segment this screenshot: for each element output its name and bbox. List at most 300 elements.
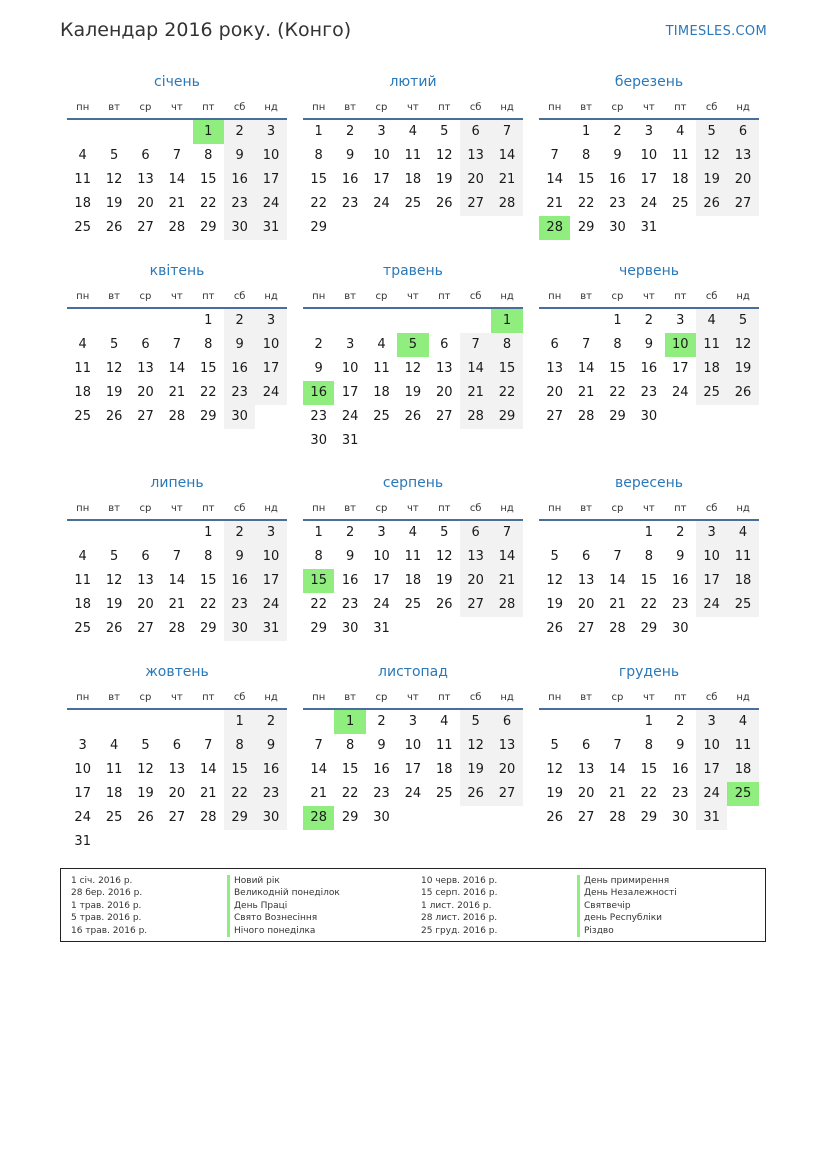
day-cell: 8 [491,333,522,357]
legend-holiday-name: Свято Вознесіння [227,912,340,924]
weekday-label: сб [233,502,246,514]
day-cell: 2 [644,313,653,328]
weekday-label: сб [705,502,718,514]
empty-cell [130,710,161,734]
weekday-header [67,285,287,309]
day-cell: 3 [644,124,653,139]
day-cell: 8 [314,549,323,564]
day-cell: 3 [255,120,286,144]
day-cell: 11 [727,545,758,569]
day-cell: 9 [224,545,255,569]
day-grid [539,309,759,429]
weekday-label: чт [171,691,183,703]
weekday-label: сб [233,290,246,302]
day-cell: 6 [141,337,150,352]
day-cell: 14 [577,361,595,376]
legend-date: 25 груд. 2016 р. [421,925,498,936]
day-cell: 18 [671,172,689,187]
weekday-header [539,285,759,309]
weekday-label: нд [736,101,750,113]
holiday-day: 10 [665,333,696,357]
day-cell: 26 [105,621,123,636]
day-cell: 26 [546,621,563,636]
day-cell: 1 [314,124,323,139]
legend-date: 28 лист. 2016 р. [421,913,498,924]
day-grid [67,309,287,429]
weekday-label: пн [76,101,90,113]
weekday-header [67,497,287,521]
day-cell: 22 [609,385,626,400]
day-cell: 31 [696,806,727,830]
weekday-header [303,96,523,120]
weekday-label: пт [438,502,451,514]
day-cell: 14 [168,573,186,588]
day-cell: 13 [168,762,186,777]
empty-cell [130,521,161,545]
day-cell: 17 [671,361,689,376]
day-cell: 6 [460,120,491,144]
weekday-header [303,686,523,710]
empty-cell [602,710,633,734]
day-cell: 28 [168,621,186,636]
day-cell: 10 [640,148,658,163]
day-cell: 24 [255,192,286,216]
day-cell: 28 [199,810,217,825]
day-cell: 15 [640,573,658,588]
weekday-header [303,285,523,309]
month-block [67,261,287,429]
day-cell: 2 [345,525,355,540]
weekday-label: сб [469,691,482,703]
day-cell: 24 [696,593,727,617]
day-cell: 8 [644,549,653,564]
day-cell: 8 [224,734,255,758]
weekday-label: пн [76,691,90,703]
weekday-label: сб [469,290,482,302]
day-cell: 7 [460,333,491,357]
day-cell: 2 [224,120,255,144]
day-cell: 12 [546,762,563,777]
empty-cell [161,120,192,144]
holiday-day: 1 [334,710,365,734]
empty-cell [570,309,601,333]
day-cell: 30 [671,810,689,825]
day-cell: 31 [255,617,286,641]
day-cell: 29 [491,405,522,429]
day-cell: 24 [373,196,390,211]
empty-cell [98,120,129,144]
day-cell: 17 [255,357,286,381]
day-cell: 25 [74,220,91,235]
day-cell: 16 [224,168,255,192]
weekday-label: сб [705,290,718,302]
weekday-label: нд [736,691,750,703]
day-cell: 20 [727,168,758,192]
day-cell: 11 [404,148,422,163]
legend-date: 28 бер. 2016 р. [71,888,143,899]
day-cell: 7 [491,521,522,545]
day-cell: 3 [345,337,355,352]
day-cell: 19 [696,168,727,192]
weekday-label: чт [643,101,655,113]
day-cell: 4 [408,124,417,139]
day-cell: 11 [74,172,91,187]
day-cell: 14 [168,361,186,376]
day-cell: 24 [255,593,286,617]
weekday-label: пн [312,691,326,703]
empty-cell [334,309,365,333]
empty-cell [429,309,460,333]
weekday-label: вт [108,101,120,113]
day-cell: 28 [491,192,522,216]
day-cell: 13 [137,172,154,187]
empty-cell [303,309,334,333]
day-cell: 28 [168,409,186,424]
day-grid [303,710,523,830]
day-cell: 2 [676,714,685,729]
day-cell: 26 [696,192,727,216]
page-title: Календар 2016 року. (Конго) [60,19,352,41]
day-cell: 19 [105,385,123,400]
day-cell: 24 [373,597,390,612]
day-cell: 17 [341,385,359,400]
day-cell: 19 [435,573,453,588]
day-cell: 16 [671,762,689,777]
month-name: грудень [618,664,680,680]
day-cell: 31 [74,834,91,849]
legend-date: 16 трав. 2016 р. [71,925,148,936]
weekday-label: чт [407,502,419,514]
day-cell: 23 [255,782,286,806]
day-cell: 4 [78,337,87,352]
day-cell: 23 [310,409,327,424]
day-cell: 5 [109,549,119,564]
day-cell: 8 [581,148,591,163]
weekday-label: чт [407,691,419,703]
day-cell: 23 [341,196,359,211]
day-cell: 22 [310,597,327,612]
weekday-header [67,96,287,120]
day-cell: 19 [404,385,422,400]
empty-cell [539,710,570,734]
day-cell: 26 [137,810,154,825]
day-cell: 21 [168,597,186,612]
day-cell: 11 [74,361,91,376]
day-grid [539,710,759,830]
day-cell: 13 [491,734,522,758]
day-cell: 22 [310,196,327,211]
day-cell: 25 [404,196,422,211]
legend-date: 1 січ. 2016 р. [71,876,133,886]
day-cell: 13 [137,573,154,588]
day-cell: 18 [105,786,123,801]
month-block [67,72,287,240]
weekday-header [539,96,759,120]
holiday-day: 1 [491,309,522,333]
day-cell: 23 [640,385,658,400]
day-cell: 1 [224,710,255,734]
weekday-label: ср [375,502,388,514]
weekday-label: чт [643,290,655,302]
day-cell: 27 [577,810,595,825]
day-cell: 18 [727,758,758,782]
day-cell: 12 [137,762,154,777]
empty-cell [98,521,129,545]
day-cell: 21 [310,786,327,801]
day-cell: 1 [581,124,591,139]
day-grid [67,521,287,641]
day-cell: 18 [435,762,453,777]
weekday-label: чт [171,101,183,113]
weekday-label: нд [736,502,750,514]
day-cell: 13 [435,361,453,376]
day-cell: 8 [613,337,622,352]
day-cell: 4 [727,710,758,734]
day-cell: 10 [373,148,390,163]
month-block [539,72,759,240]
day-cell: 14 [168,172,186,187]
day-cell: 14 [609,762,626,777]
day-cell: 9 [676,549,685,564]
day-cell: 16 [609,172,626,187]
day-cell: 4 [440,714,449,729]
day-cell: 13 [137,361,154,376]
day-cell: 7 [172,148,181,163]
weekday-label: чт [407,290,419,302]
day-cell: 10 [373,549,390,564]
day-cell: 3 [255,309,286,333]
day-cell: 13 [577,762,595,777]
empty-cell [303,710,334,734]
weekday-label: вт [580,290,592,302]
day-cell: 20 [577,597,595,612]
weekday-label: пт [202,290,215,302]
day-cell: 19 [546,597,563,612]
day-cell: 22 [577,196,595,211]
weekday-label: ср [375,290,388,302]
brand-link[interactable]: TIMESLES.COM [665,24,767,39]
weekday-label: ср [139,290,152,302]
holiday-day: 5 [397,333,428,357]
day-cell: 11 [435,738,453,753]
day-cell: 29 [640,621,658,636]
day-cell: 30 [341,621,359,636]
day-cell: 18 [727,569,758,593]
month-block [303,662,523,830]
day-cell: 25 [105,810,123,825]
day-cell: 16 [341,573,359,588]
day-cell: 15 [341,762,359,777]
day-cell: 9 [224,333,255,357]
day-cell: 7 [172,549,181,564]
empty-cell [67,710,98,734]
day-cell: 26 [435,597,453,612]
weekday-label: вт [344,290,356,302]
weekday-label: вт [580,101,592,113]
day-cell: 17 [696,569,727,593]
day-cell: 23 [224,381,255,405]
day-cell: 22 [341,786,359,801]
day-cell: 29 [199,621,217,636]
day-cell: 30 [224,617,255,641]
day-cell: 12 [546,573,563,588]
day-cell: 3 [377,525,386,540]
day-cell: 4 [408,525,417,540]
day-cell: 30 [640,409,658,424]
day-cell: 22 [199,597,217,612]
weekday-label: пн [76,290,90,302]
empty-cell [161,309,192,333]
day-cell: 22 [199,196,217,211]
day-cell: 25 [696,381,727,405]
day-cell: 14 [310,762,327,777]
weekday-label: пн [312,502,326,514]
day-cell: 21 [199,786,217,801]
empty-cell [67,309,98,333]
day-cell: 27 [137,220,154,235]
day-grid [303,120,523,240]
month-block [539,662,759,830]
weekday-label: пт [674,101,687,113]
day-cell: 22 [640,786,658,801]
day-cell: 12 [404,361,422,376]
day-cell: 17 [696,758,727,782]
day-cell: 5 [440,124,449,139]
day-cell: 30 [224,405,255,429]
day-cell: 23 [341,597,359,612]
weekday-label: вт [108,691,120,703]
day-cell: 1 [204,525,213,540]
day-cell: 11 [373,361,390,376]
day-cell: 18 [404,172,422,187]
day-cell: 28 [460,405,491,429]
day-cell: 5 [460,710,491,734]
day-cell: 1 [314,525,323,540]
month-block [67,662,287,854]
weekday-label: нд [264,101,278,113]
day-cell: 8 [204,549,213,564]
day-cell: 30 [373,810,390,825]
weekday-label: нд [500,290,514,302]
day-cell: 2 [314,337,323,352]
legend-date: 10 черв. 2016 р. [421,876,498,886]
day-cell: 15 [640,762,658,777]
weekday-label: вт [580,502,592,514]
day-cell: 15 [491,357,522,381]
weekday-label: пт [438,290,451,302]
empty-cell [539,120,570,144]
day-cell: 27 [435,409,453,424]
day-cell: 12 [460,734,491,758]
day-cell: 19 [435,172,453,187]
day-cell: 5 [550,738,559,753]
day-cell: 11 [105,762,123,777]
day-cell: 15 [609,361,626,376]
day-cell: 15 [310,172,327,187]
holiday-day: 28 [303,806,334,830]
day-cell: 31 [640,220,658,235]
day-cell: 25 [74,409,91,424]
day-cell: 2 [613,124,622,139]
day-cell: 29 [310,220,327,235]
weekday-label: пн [312,101,326,113]
day-cell: 6 [727,120,758,144]
day-cell: 1 [644,525,653,540]
weekday-label: пн [548,691,562,703]
day-cell: 20 [168,786,186,801]
day-cell: 4 [109,738,119,753]
day-cell: 18 [74,597,91,612]
weekday-label: ср [611,691,624,703]
day-cell: 29 [640,810,658,825]
day-cell: 29 [609,409,626,424]
day-cell: 24 [671,385,689,400]
day-cell: 26 [546,810,563,825]
weekday-label: сб [705,101,718,113]
day-cell: 10 [74,762,91,777]
legend-holiday-name: День примирення [577,875,677,887]
day-cell: 21 [460,381,491,405]
day-cell: 30 [609,220,626,235]
day-cell: 20 [546,385,563,400]
day-cell: 15 [199,361,217,376]
day-cell: 11 [671,148,689,163]
day-cell: 13 [577,573,595,588]
weekday-label: нд [264,502,278,514]
day-cell: 3 [78,738,87,753]
day-cell: 25 [404,597,422,612]
day-cell: 27 [546,409,563,424]
empty-cell [130,309,161,333]
day-cell: 12 [105,172,123,187]
holiday-day: 25 [727,782,758,806]
day-cell: 2 [255,710,286,734]
day-cell: 28 [609,810,626,825]
day-cell: 10 [255,333,286,357]
day-cell: 7 [613,738,622,753]
legend-holiday-name: День Праці [227,900,340,912]
day-cell: 14 [546,172,563,187]
empty-cell [193,710,224,734]
day-cell: 19 [137,786,154,801]
day-cell: 25 [373,409,390,424]
day-cell: 2 [377,714,386,729]
month-block [303,261,523,453]
weekday-label: вт [108,502,120,514]
day-cell: 9 [676,738,685,753]
day-cell: 5 [109,337,119,352]
weekday-label: пн [548,290,562,302]
weekday-label: пн [312,290,326,302]
month-block [303,473,523,641]
day-grid [539,120,759,240]
day-cell: 18 [74,385,91,400]
day-cell: 9 [224,144,255,168]
day-cell: 26 [435,196,453,211]
holiday-day: 16 [303,381,334,405]
day-cell: 10 [255,144,286,168]
day-cell: 17 [74,786,91,801]
weekday-label: пт [674,502,687,514]
day-cell: 18 [74,196,91,211]
day-cell: 15 [577,172,595,187]
day-cell: 29 [199,409,217,424]
day-cell: 16 [373,762,390,777]
day-grid [303,309,523,453]
empty-cell [130,120,161,144]
day-cell: 20 [460,168,491,192]
day-cell: 18 [373,385,390,400]
